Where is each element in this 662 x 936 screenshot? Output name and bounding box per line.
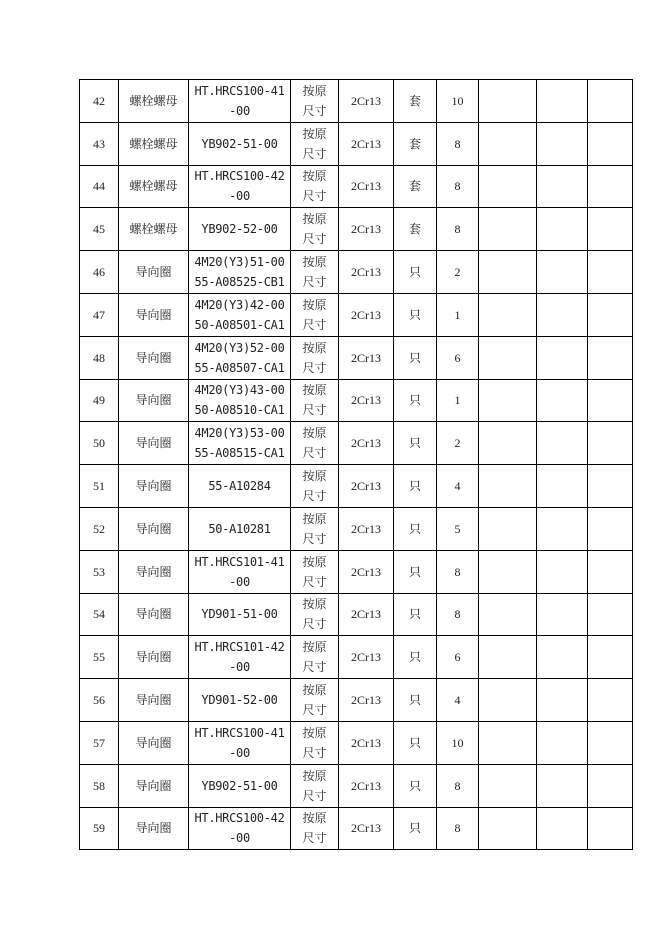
- blank-cell-9: [537, 208, 588, 251]
- spec-line: 按原: [302, 811, 327, 826]
- blank-cell-9: [537, 379, 588, 422]
- drawing-code-line: HT.HRCS100-42: [194, 169, 285, 184]
- blank-cell-10: [588, 208, 633, 251]
- spec-cell: [291, 807, 339, 850]
- material-cell: 2Cr13: [339, 122, 394, 165]
- drawing-code-line: 50-A08501-CA1: [194, 317, 285, 332]
- part-name-cell: 导向圈: [119, 379, 189, 422]
- blank-cell-8: [479, 593, 537, 636]
- blank-cell-9: [537, 721, 588, 764]
- spec-line: 按原: [302, 383, 327, 398]
- drawing-code-line: YB902-51-00: [201, 778, 278, 793]
- blank-cell-9: [537, 679, 588, 722]
- quantity-cell: 8: [437, 593, 479, 636]
- spec-cell: [291, 764, 339, 807]
- part-name-cell: 螺栓螺母: [119, 208, 189, 251]
- spec-line: 尺寸: [302, 232, 327, 247]
- unit-cell: 套: [394, 165, 437, 208]
- blank-cell-9: [537, 807, 588, 850]
- drawing-code-line: -00: [229, 103, 250, 118]
- material-cell: 2Cr13: [339, 251, 394, 294]
- drawing-code-line: HT.HRCS101-41: [194, 554, 285, 569]
- spec-line: 按原: [302, 126, 327, 141]
- blank-cell-9: [537, 465, 588, 508]
- spec-line: 按原: [302, 426, 327, 441]
- drawing-code-line: -00: [229, 574, 250, 589]
- part-name-cell: 导向圈: [119, 422, 189, 465]
- unit-cell: 套: [394, 80, 437, 123]
- row-number-cell: 48: [80, 336, 119, 379]
- part-name-cell: 导向圈: [119, 507, 189, 550]
- blank-cell-10: [588, 251, 633, 294]
- drawing-code-line: HT.HRCS100-42: [194, 811, 285, 826]
- part-name-cell: 导向圈: [119, 336, 189, 379]
- blank-cell-8: [479, 422, 537, 465]
- blank-cell-9: [537, 764, 588, 807]
- spec-cell: [291, 336, 339, 379]
- quantity-cell: 8: [437, 807, 479, 850]
- quantity-cell: 8: [437, 122, 479, 165]
- part-name-cell: 导向圈: [119, 251, 189, 294]
- drawing-code-cell: [189, 593, 291, 636]
- material-cell: 2Cr13: [339, 80, 394, 123]
- spec-line: 尺寸: [302, 317, 327, 332]
- spec-cell: [291, 165, 339, 208]
- spec-line: 按原: [302, 169, 327, 184]
- part-name-cell: 导向圈: [119, 764, 189, 807]
- blank-cell-9: [537, 593, 588, 636]
- row-number-cell: 51: [80, 465, 119, 508]
- row-number-cell: 55: [80, 636, 119, 679]
- parts-table: [79, 79, 633, 850]
- table-row: [80, 293, 633, 336]
- drawing-code-cell: [189, 807, 291, 850]
- spec-cell: [291, 465, 339, 508]
- blank-cell-10: [588, 679, 633, 722]
- drawing-code-cell: [189, 679, 291, 722]
- spec-line: 按原: [302, 511, 327, 526]
- quantity-cell: 2: [437, 422, 479, 465]
- spec-cell: [291, 721, 339, 764]
- unit-cell: 套: [394, 208, 437, 251]
- spec-line: 按原: [302, 83, 327, 98]
- blank-cell-9: [537, 165, 588, 208]
- row-number-cell: 47: [80, 293, 119, 336]
- row-number-cell: 43: [80, 122, 119, 165]
- blank-cell-8: [479, 764, 537, 807]
- part-name-cell: 螺栓螺母: [119, 165, 189, 208]
- blank-cell-8: [479, 507, 537, 550]
- spec-cell: [291, 550, 339, 593]
- spec-cell: [291, 636, 339, 679]
- blank-cell-8: [479, 379, 537, 422]
- blank-cell-10: [588, 636, 633, 679]
- spec-cell: [291, 293, 339, 336]
- material-cell: 2Cr13: [339, 593, 394, 636]
- part-name-cell: 螺栓螺母: [119, 122, 189, 165]
- spec-line: 按原: [302, 340, 327, 355]
- quantity-cell: 10: [437, 80, 479, 123]
- table-row: [80, 636, 633, 679]
- material-cell: 2Cr13: [339, 336, 394, 379]
- unit-cell: 只: [394, 251, 437, 294]
- material-cell: 2Cr13: [339, 764, 394, 807]
- part-name-cell: 螺栓螺母: [119, 80, 189, 123]
- table-row: [80, 80, 633, 123]
- table-body: [80, 80, 633, 850]
- spec-line: 尺寸: [302, 275, 327, 290]
- drawing-code-line: HT.HRCS100-41: [194, 83, 285, 98]
- material-cell: 2Cr13: [339, 379, 394, 422]
- table-row: [80, 208, 633, 251]
- drawing-code-line: -00: [229, 189, 250, 204]
- drawing-code-cell: [189, 379, 291, 422]
- drawing-code-cell: [189, 165, 291, 208]
- quantity-cell: 8: [437, 208, 479, 251]
- row-number-cell: 58: [80, 764, 119, 807]
- spec-line: 尺寸: [302, 189, 327, 204]
- drawing-code-line: -00: [229, 745, 250, 760]
- material-cell: 2Cr13: [339, 550, 394, 593]
- part-name-cell: 导向圈: [119, 550, 189, 593]
- table-row: [80, 336, 633, 379]
- drawing-code-cell: [189, 721, 291, 764]
- material-cell: 2Cr13: [339, 507, 394, 550]
- drawing-code-cell: [189, 422, 291, 465]
- spec-line: 尺寸: [302, 103, 327, 118]
- drawing-code-line: 55-A10284: [208, 479, 271, 494]
- blank-cell-10: [588, 379, 633, 422]
- part-name-cell: 导向圈: [119, 679, 189, 722]
- part-name-cell: 导向圈: [119, 721, 189, 764]
- table-row: [80, 679, 633, 722]
- table-row: [80, 507, 633, 550]
- drawing-code-line: 4M20(Y3)53-00: [194, 426, 285, 441]
- spec-line: 按原: [302, 554, 327, 569]
- part-name-cell: 导向圈: [119, 593, 189, 636]
- drawing-code-line: YD901-51-00: [201, 607, 278, 622]
- table-row: [80, 379, 633, 422]
- blank-cell-10: [588, 465, 633, 508]
- drawing-code-cell: [189, 251, 291, 294]
- spec-line: 尺寸: [302, 703, 327, 718]
- row-number-cell: 53: [80, 550, 119, 593]
- spec-line: 尺寸: [302, 788, 327, 803]
- quantity-cell: 8: [437, 764, 479, 807]
- blank-cell-8: [479, 807, 537, 850]
- spec-line: 按原: [302, 640, 327, 655]
- drawing-code-cell: [189, 208, 291, 251]
- spec-line: 按原: [302, 768, 327, 783]
- drawing-code-line: 50-A08510-CA1: [194, 403, 285, 418]
- blank-cell-9: [537, 550, 588, 593]
- drawing-code-cell: [189, 507, 291, 550]
- row-number-cell: 56: [80, 679, 119, 722]
- row-number-cell: 49: [80, 379, 119, 422]
- material-cell: 2Cr13: [339, 422, 394, 465]
- blank-cell-9: [537, 251, 588, 294]
- blank-cell-9: [537, 293, 588, 336]
- blank-cell-9: [537, 422, 588, 465]
- table-row: [80, 251, 633, 294]
- spec-cell: [291, 507, 339, 550]
- blank-cell-10: [588, 807, 633, 850]
- row-number-cell: 45: [80, 208, 119, 251]
- drawing-code-cell: [189, 122, 291, 165]
- spec-cell: [291, 251, 339, 294]
- material-cell: 2Cr13: [339, 721, 394, 764]
- spec-line: 尺寸: [302, 146, 327, 161]
- unit-cell: 只: [394, 379, 437, 422]
- material-cell: 2Cr13: [339, 807, 394, 850]
- blank-cell-9: [537, 636, 588, 679]
- blank-cell-8: [479, 679, 537, 722]
- blank-cell-8: [479, 165, 537, 208]
- drawing-code-line: YB902-51-00: [201, 136, 278, 151]
- blank-cell-9: [537, 122, 588, 165]
- part-name-cell: 导向圈: [119, 636, 189, 679]
- spec-line: 按原: [302, 297, 327, 312]
- drawing-code-line: 4M20(Y3)43-00: [194, 383, 285, 398]
- spec-line: 尺寸: [302, 531, 327, 546]
- row-number-cell: 52: [80, 507, 119, 550]
- spec-cell: [291, 80, 339, 123]
- table-row: [80, 122, 633, 165]
- unit-cell: 只: [394, 593, 437, 636]
- drawing-code-cell: [189, 636, 291, 679]
- drawing-code-line: 55-A08507-CA1: [194, 360, 285, 375]
- blank-cell-10: [588, 165, 633, 208]
- drawing-code-line: 50-A10281: [208, 521, 271, 536]
- drawing-code-cell: [189, 336, 291, 379]
- table-row: [80, 721, 633, 764]
- blank-cell-8: [479, 208, 537, 251]
- drawing-code-line: 4M20(Y3)52-00: [194, 340, 285, 355]
- blank-cell-9: [537, 507, 588, 550]
- blank-cell-8: [479, 336, 537, 379]
- table-row: [80, 165, 633, 208]
- spec-line: 尺寸: [302, 745, 327, 760]
- blank-cell-8: [479, 122, 537, 165]
- spec-line: 尺寸: [302, 489, 327, 504]
- blank-cell-8: [479, 636, 537, 679]
- spec-cell: [291, 593, 339, 636]
- spec-cell: [291, 208, 339, 251]
- quantity-cell: 1: [437, 379, 479, 422]
- drawing-code-line: 4M20(Y3)51-00: [194, 255, 285, 270]
- unit-cell: 只: [394, 721, 437, 764]
- unit-cell: 只: [394, 336, 437, 379]
- drawing-code-line: YB902-52-00: [201, 222, 278, 237]
- unit-cell: 只: [394, 636, 437, 679]
- spec-line: 尺寸: [302, 403, 327, 418]
- drawing-code-cell: [189, 80, 291, 123]
- quantity-cell: 1: [437, 293, 479, 336]
- unit-cell: 只: [394, 422, 437, 465]
- material-cell: 2Cr13: [339, 293, 394, 336]
- spec-cell: [291, 379, 339, 422]
- blank-cell-10: [588, 80, 633, 123]
- spec-line: 尺寸: [302, 617, 327, 632]
- material-cell: 2Cr13: [339, 465, 394, 508]
- table-row: [80, 465, 633, 508]
- quantity-cell: 5: [437, 507, 479, 550]
- material-cell: 2Cr13: [339, 165, 394, 208]
- drawing-code-cell: [189, 293, 291, 336]
- quantity-cell: 4: [437, 679, 479, 722]
- drawing-code-line: 55-A08525-CB1: [194, 275, 285, 290]
- spec-cell: [291, 422, 339, 465]
- quantity-cell: 8: [437, 550, 479, 593]
- blank-cell-8: [479, 80, 537, 123]
- row-number-cell: 44: [80, 165, 119, 208]
- unit-cell: 只: [394, 764, 437, 807]
- quantity-cell: 4: [437, 465, 479, 508]
- drawing-code-cell: [189, 764, 291, 807]
- spec-line: 按原: [302, 683, 327, 698]
- blank-cell-9: [537, 80, 588, 123]
- drawing-code-cell: [189, 465, 291, 508]
- row-number-cell: 42: [80, 80, 119, 123]
- drawing-code-cell: [189, 550, 291, 593]
- drawing-code-line: 55-A08515-CA1: [194, 446, 285, 461]
- blank-cell-8: [479, 465, 537, 508]
- blank-cell-10: [588, 507, 633, 550]
- spec-line: 尺寸: [302, 360, 327, 375]
- quantity-cell: 2: [437, 251, 479, 294]
- blank-cell-8: [479, 251, 537, 294]
- spec-line: 按原: [302, 597, 327, 612]
- unit-cell: 只: [394, 679, 437, 722]
- spec-line: 按原: [302, 469, 327, 484]
- unit-cell: 只: [394, 507, 437, 550]
- blank-cell-10: [588, 593, 633, 636]
- blank-cell-10: [588, 422, 633, 465]
- spec-line: 按原: [302, 212, 327, 227]
- quantity-cell: 6: [437, 336, 479, 379]
- spec-line: 按原: [302, 725, 327, 740]
- table-row: [80, 593, 633, 636]
- part-name-cell: 导向圈: [119, 293, 189, 336]
- drawing-code-line: -00: [229, 660, 250, 675]
- row-number-cell: 46: [80, 251, 119, 294]
- blank-cell-10: [588, 721, 633, 764]
- spec-line: 尺寸: [302, 660, 327, 675]
- row-number-cell: 57: [80, 721, 119, 764]
- blank-cell-8: [479, 721, 537, 764]
- table-row: [80, 764, 633, 807]
- unit-cell: 只: [394, 293, 437, 336]
- material-cell: 2Cr13: [339, 679, 394, 722]
- row-number-cell: 50: [80, 422, 119, 465]
- blank-cell-10: [588, 293, 633, 336]
- table-row: [80, 550, 633, 593]
- spec-line: 按原: [302, 255, 327, 270]
- quantity-cell: 6: [437, 636, 479, 679]
- unit-cell: 只: [394, 465, 437, 508]
- spec-line: 尺寸: [302, 574, 327, 589]
- blank-cell-10: [588, 550, 633, 593]
- blank-cell-9: [537, 336, 588, 379]
- row-number-cell: 59: [80, 807, 119, 850]
- blank-cell-10: [588, 336, 633, 379]
- drawing-code-line: YD901-52-00: [201, 693, 278, 708]
- drawing-code-line: 4M20(Y3)42-00: [194, 297, 285, 312]
- table-row: [80, 422, 633, 465]
- unit-cell: 只: [394, 807, 437, 850]
- blank-cell-10: [588, 764, 633, 807]
- drawing-code-line: HT.HRCS100-41: [194, 725, 285, 740]
- row-number-cell: 54: [80, 593, 119, 636]
- table-row: [80, 807, 633, 850]
- unit-cell: 只: [394, 550, 437, 593]
- part-name-cell: 导向圈: [119, 465, 189, 508]
- spec-line: 尺寸: [302, 446, 327, 461]
- unit-cell: 套: [394, 122, 437, 165]
- blank-cell-8: [479, 293, 537, 336]
- spec-line: 尺寸: [302, 831, 327, 846]
- material-cell: 2Cr13: [339, 208, 394, 251]
- spec-cell: [291, 679, 339, 722]
- quantity-cell: 8: [437, 165, 479, 208]
- drawing-code-line: HT.HRCS101-42: [194, 640, 285, 655]
- blank-cell-10: [588, 122, 633, 165]
- spec-cell: [291, 122, 339, 165]
- blank-cell-8: [479, 550, 537, 593]
- material-cell: 2Cr13: [339, 636, 394, 679]
- quantity-cell: 10: [437, 721, 479, 764]
- drawing-code-line: -00: [229, 831, 250, 846]
- part-name-cell: 导向圈: [119, 807, 189, 850]
